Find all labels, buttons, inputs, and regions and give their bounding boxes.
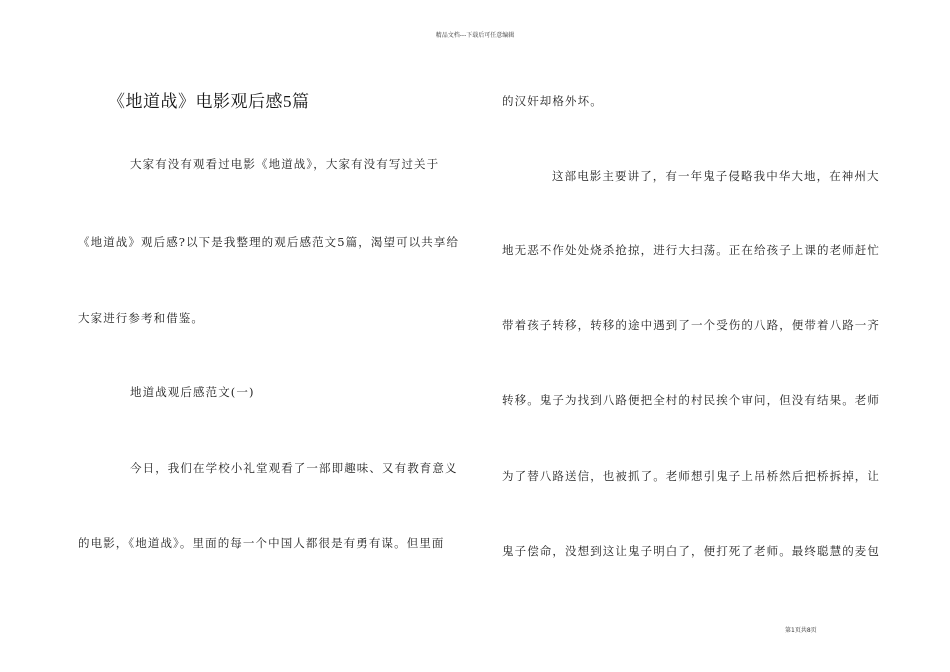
right-paragraph-line: 转移。鬼子为找到八路便把全村的村民挨个审问，但没有结果。老师 xyxy=(502,393,880,407)
right-paragraph-line: 的汉奸却格外坏。 xyxy=(502,94,603,108)
left-paragraph-line: 的电影，《地道战》。里面的每一个中国人都很是有勇有谋。但里面 xyxy=(78,536,445,550)
right-paragraph-line: 带着孩子转移，转移的途中遇到了一个受伤的八路，便带着八路一齐 xyxy=(502,318,880,332)
left-paragraph-line: 《地道战》观后感?以下是我整理的观后感范文5篇，渴望可以共享给 xyxy=(78,235,460,249)
right-paragraph-line: 这部电影主要讲了，有一年鬼子侵略我中华大地，在神州大 xyxy=(552,169,880,183)
left-paragraph-line: 今日，我们在学校小礼堂观看了一部即趣味、又有教育意义 xyxy=(130,461,458,475)
left-paragraph-line: 大家有没有观看过电影《地道战》，大家有没有写过关于 xyxy=(130,157,440,171)
right-paragraph-line: 为了替八路送信，也被抓了。老师想引鬼子上吊桥然后把桥拆掉，让 xyxy=(502,469,880,483)
section-heading: 地道战观后感范文(一) xyxy=(130,385,255,399)
page-number: 第1页共8页 xyxy=(785,627,817,634)
left-paragraph-line: 大家进行参考和借鉴。 xyxy=(78,311,204,325)
right-paragraph-line: 地无恶不作处处烧杀抢掠，进行大扫荡。正在给孩子上课的老师赶忙 xyxy=(502,243,880,257)
right-paragraph-line: 鬼子偿命，没想到这让鬼子明白了，便打死了老师。最终聪慧的麦包 xyxy=(502,544,880,558)
header-note: 精品文档---下载后可任意编辑 xyxy=(435,32,515,39)
document-title: 《地道战》电影观后感5篇 xyxy=(108,92,310,111)
